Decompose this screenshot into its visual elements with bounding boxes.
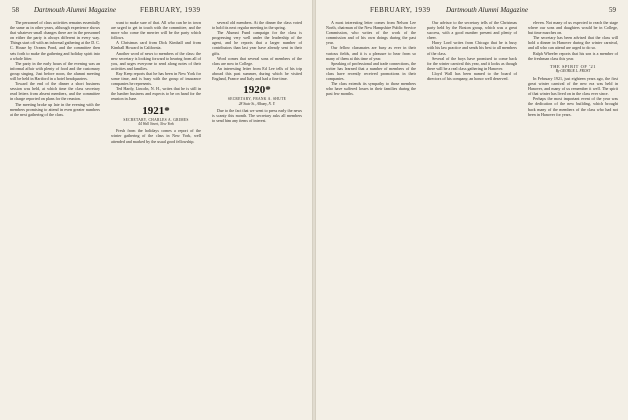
paragraph: Harry Lord writes from Chicago that he is busy with his law practice and sends his best to all members of the class. bbox=[427, 40, 517, 56]
left-column-1 bbox=[10, 20, 100, 416]
right-page bbox=[316, 0, 628, 420]
class-address: 44 Wall Street, New York bbox=[138, 121, 174, 126]
paragraph: The class extends its sympathy to those members who have suffered losses in their families during the past few months. bbox=[326, 81, 416, 97]
class-year: 1920* bbox=[243, 84, 271, 97]
right-column-3 bbox=[528, 20, 618, 416]
paragraph: want to make sure of that. All who can be in town are urged to get in touch with the committee, and the more who come the merrier will be the party which follows. bbox=[111, 20, 201, 41]
paragraph: Due to the fact that we went to press early the news is scanty this month. The secretary asks all members to send him any items of interest. bbox=[212, 107, 302, 124]
class-year: 1921* bbox=[142, 104, 170, 117]
paragraph: Another word of news to members of the class: the new secretary is looking forward to hearing from all of you, and urges everyone to send along notes of their activities and families. bbox=[111, 50, 201, 71]
page-number-right: 59 bbox=[609, 6, 616, 14]
class-secretary: SECRETARY, FRANK A. SHUTE bbox=[227, 97, 287, 102]
paragraph: The Alumni Fund campaign for the class is progressing very well under the leadership of the agent, and he reports that a larger number of contributors than last year have already sent in their gifts. bbox=[212, 30, 302, 56]
paragraph: The meeting broke up late in the evening with the members promising to attend in even greater numbers at the next gathering of the class. bbox=[10, 101, 100, 117]
running-head-left bbox=[12, 4, 300, 16]
paragraph: Ted Hardy, Lincoln, N. H., writes that he is still in the lumber business and expects to be on hand for the reunion in June. bbox=[111, 86, 201, 102]
spirit-of-21-heading: THE SPIRIT OF '21 bbox=[549, 63, 597, 69]
paragraph: Ralph Wheeler reports that his son is a member of the freshman class this year. bbox=[528, 50, 618, 61]
paragraph: Fresh from the holidays comes a report of the winter gathering of the class in New York, well attended and marked by the usual good fellowship. bbox=[111, 128, 201, 144]
paragraph: The personnel of class activities remains essentially the same as in other years, although experience shows that whatever small changes there are in the personnel on either the party is always different in every way. Things start off with an informal gathering at the D. C. C. House by Oceans Pond, and the committee then sets forth to make the gathering and holiday spirit into a whole litter. bbox=[10, 20, 100, 61]
paragraph: The secretary has been advised that the class will hold a dinner in Hanover during the winter carnival, and all who can attend are urged to do so. bbox=[528, 35, 618, 51]
class-heading-1921 bbox=[111, 105, 201, 127]
paragraph: A Christmas card from Dick Kimball and from Kimball Howard in California. bbox=[111, 40, 201, 51]
paragraph: In February 1921, just eighteen years ago, the first great winter carnival of the new era was held in Hanover, and many of us remember it well. The spirit of that winter has lived on in the class ever since. bbox=[528, 75, 618, 97]
paragraph: eleven. Not many of us expected to reach the stage where our sons and daughters would be in College, but time marches on. bbox=[528, 20, 618, 36]
paragraph: Toward the end of the dinner a short business session was held, at which time the class secretary read letters from absent members, and the committee in charge reported on plans for the reunion. bbox=[10, 81, 100, 102]
paragraph: Our advisor to the secretary tells of the Christmas party held by the Boston group, which was a great success, with a good number present and plenty of cheer. bbox=[427, 20, 517, 41]
paragraph: Perhaps the most important event of the year was the dedication of the new building, which brought back many of the members of the class who had not been in Hanover for years. bbox=[528, 96, 618, 117]
paragraph: An interesting letter from Ed Lee tells of his trip abroad this past summer, during which he visited England, France and Italy and had a fine time. bbox=[212, 65, 302, 82]
paragraph: Our fellow classmates are busy as ever in their various fields, and it is a pleasure to hear from so many of them at this time of year. bbox=[326, 45, 416, 61]
class-address: 28 State St., Albany, N. Y. bbox=[238, 101, 276, 106]
page-number-left: 58 bbox=[12, 6, 19, 14]
magazine-title-right: Dartmouth Alumni Magazine bbox=[446, 6, 528, 14]
class-secretary: SECRETARY, CHARLES A. GRIMES bbox=[123, 117, 189, 122]
paragraph: several old members. At the dinner the class voted to hold its next regular meeting in the spring. bbox=[212, 20, 302, 31]
paragraph: Several of the boys have promised to come back for the winter carnival this year, and it looks as though there will be a real class gathering in Hanover. bbox=[427, 55, 517, 71]
issue-date-right: FEBRUARY, 1939 bbox=[370, 6, 431, 14]
running-head-right bbox=[328, 4, 616, 16]
paragraph: Speaking of professional and trade connections, the writer has learned that a number of members of the class have recently received promotions in their companies. bbox=[326, 60, 416, 82]
paragraph: Ray Keep reports that he has been in New York for some time, and is busy with the group of insurance companies he represents. bbox=[111, 70, 201, 87]
left-column-3 bbox=[212, 20, 302, 416]
left-column-2 bbox=[111, 20, 201, 416]
class-heading-1920 bbox=[212, 84, 302, 106]
right-column-1 bbox=[326, 20, 416, 416]
right-column-2 bbox=[427, 20, 517, 416]
paragraph: Word comes that several sons of members of the class are now in College. bbox=[212, 55, 302, 66]
left-page bbox=[0, 0, 312, 420]
paragraph: Lloyd Wall has been named to the board of directors of his company, an honor well deserved. bbox=[427, 70, 517, 82]
paragraph: The party in the early hours of the evening was an informal affair with plenty of food and the customary group singing. Just before noon, the alumni meeting will be held in Hartford in a hotel headquarters. bbox=[10, 60, 100, 82]
issue-date-left: FEBRUARY, 1939 bbox=[140, 6, 201, 14]
paragraph: A most interesting letter comes from Nelson Lee North, chairman of the New Hampshire Public Service Commission, who writes of the work of the commission and of his own doings during the past year. bbox=[326, 20, 416, 46]
magazine-title-left: Dartmouth Alumni Magazine bbox=[34, 6, 116, 14]
spirit-of-21-byline: By GEORGE L. FROST bbox=[555, 68, 591, 73]
